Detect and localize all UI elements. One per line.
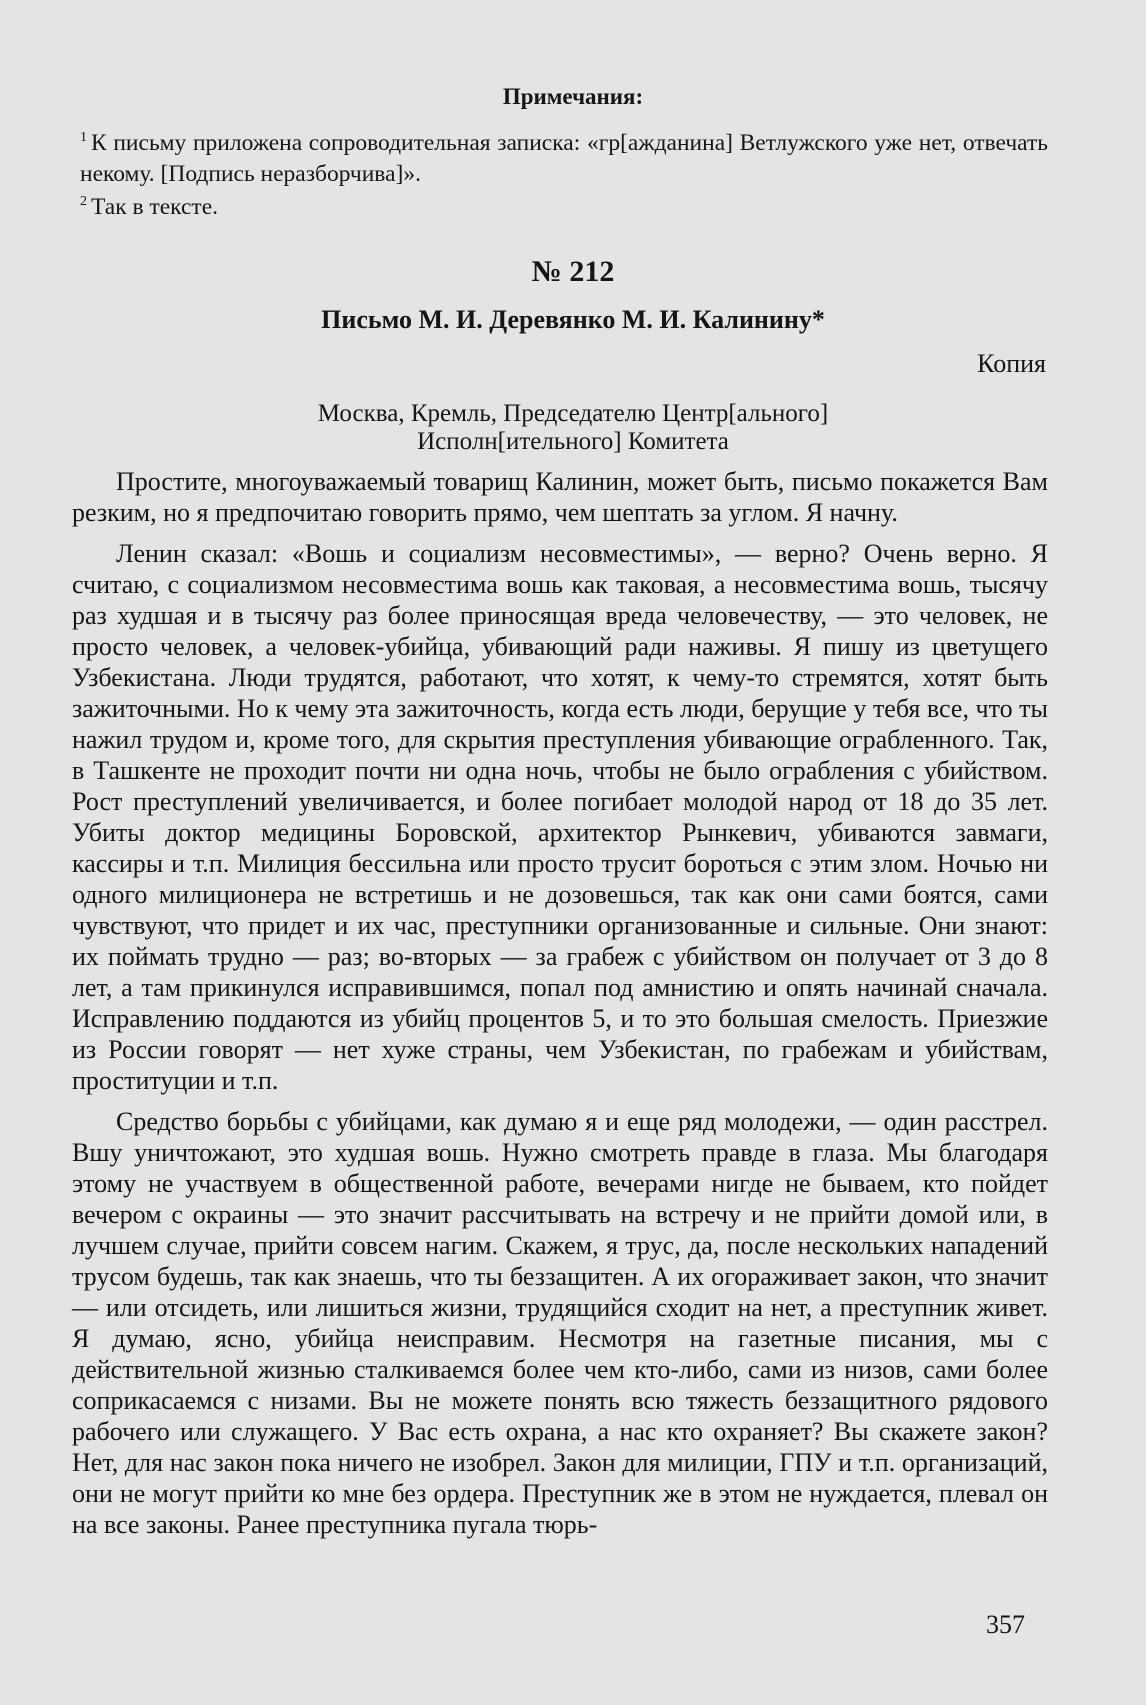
footnote-marker: 2 bbox=[80, 194, 87, 209]
footnote-1 bbox=[80, 122, 1048, 190]
document-title: Письмо М. И. Деревянко М. И. Калинину* bbox=[321, 305, 825, 334]
document-number: № 212 bbox=[531, 255, 615, 288]
footnote-text: К письму приложена сопроводительная записка: «гр[ажданина] Ветлужского уже нет, отвечать некому. [Подпись неразборчива]». bbox=[80, 129, 1048, 187]
notes-title: Примечания: bbox=[502, 84, 644, 109]
paragraph: Простите, многоуважаемый товарищ Калинин, может быть, письмо покажется Вам резким, но я предпочитаю говорить прямо, чем шептать за углом. Я начну. bbox=[72, 467, 1048, 527]
addressee bbox=[0, 400, 1146, 456]
page-number: 357 bbox=[986, 1610, 1025, 1639]
paragraph: Средство борьбы с убийцами, как думаю я и еще ряд молодежи, — один расстрел. Вшу уничтожают, это худшая вошь. Нужно смотреть правде в глаза. Мы благодаря этому не участвуем в общественной работе, вечерами нигде не бываем, кто пойдет вечером с окраины — это значит рассчитывать на встречу и не прийти домой или, в лучшем случае, прийти совсем нагим. Скажем, я трус, да, после нескольких нападений трусом будешь, так как знаешь, что ты беззащитен. А их огораживает закон, что значит — или отсидеть, или лишиться жизни, трудящийся сходит на нет, а преступник живет. Я думаю, ясно, убийца неисправим. Несмотря на газетные писания, мы с действительной жизнью сталкиваемся более чем кто-либо, сами из низов, сами более соприкасаемся с низами. Вы не можете понять всю тяжесть беззащитного рядового рабочего или служащего. У Вас есть охрана, а нас кто охраняет? Вы скажете закон? Нет, для нас закон пока ничего не изобрел. Закон для милиции, ГПУ и т.п. организаций, они не могут прийти ко мне без ордера. Преступник же в этом не нуждается, плевал он на все законы. Ранее преступника пугала тюрь- bbox=[72, 1107, 1048, 1539]
footnote-2 bbox=[80, 186, 1048, 223]
paragraph: Ленин сказал: «Вошь и социализм несовместимы», — верно? Очень верно. Я считаю, с социализмом несовместима вошь как таковая, а несовместима вошь, тысячу раз худшая и в тысячу раз более приносящая вреда человечеству, — это человек, не просто человек, а человек-убийца, убивающий ради наживы. Я пишу из цветущего Узбекистана. Люди трудятся, работают, что хотят, к чему-то стремятся, хотят быть зажиточными. Но к чему эта зажиточность, когда есть люди, берущие у тебя все, что ты нажил трудом и, кроме того, для скрытия преступления убивающие ограбленного. Так, в Ташкенте не проходит почти ни одна ночь, чтобы не было ограбления с убийством. Рост преступлений увеличивается, и более погибает молодой народ от 18 до 35 лет. Убиты доктор медицины Боровской, архитектор Рынкевич, убиваются завмаги, кассиры и т.п. Милиция бессильна или просто трусит бороться с этим злом. Ночью ни одного милиционера не встретишь и не дозовешься, так как они сами боятся, сами чувствуют, что придет и их час, преступники организованные и сильные. Они знают: их поймать трудно — раз; во-вторых — за грабеж с убийством он получает от 3 до 8 лет, а там прикинулся исправившимся, попал под амнистию и опять начинай сначала. Исправлению поддаются из убийц процентов 5, и то это большая смелость. Приезжие из России говорят — нет хуже страны, чем Узбекистан, по грабежам и убийствам, проституции и т.п. bbox=[72, 539, 1048, 1095]
letter-body bbox=[72, 466, 1048, 1550]
footnote-text: Так в тексте. bbox=[91, 193, 219, 220]
addressee-line: Москва, Кремль, Председателю Центр[ального] bbox=[317, 400, 829, 427]
footnote-marker: 1 bbox=[80, 130, 87, 145]
addressee-line: Исполн[ительного] Комитета bbox=[417, 428, 729, 455]
copy-label: Копия bbox=[977, 349, 1046, 378]
